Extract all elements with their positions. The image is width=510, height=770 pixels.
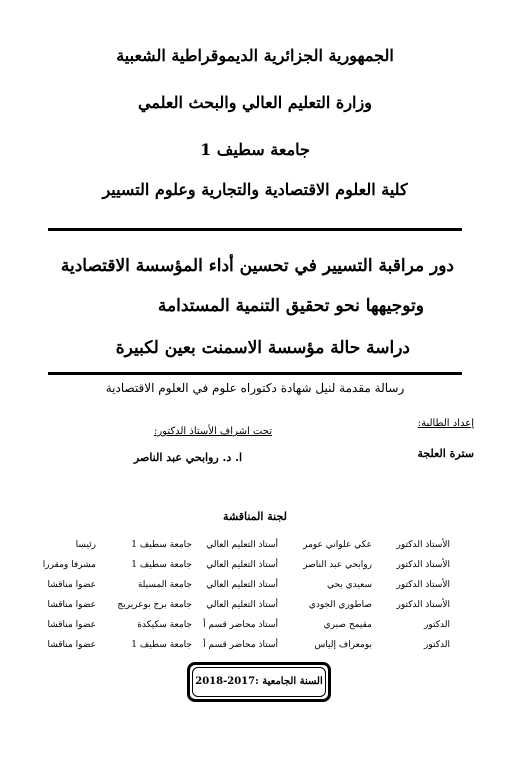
member-rank: أستاذ محاضر قسم أ <box>203 640 278 650</box>
member-rank: أستاذ التعليم العالي <box>206 560 278 570</box>
title-top-rule <box>48 228 462 231</box>
member-title: الدكتور <box>424 640 450 650</box>
member-title: الأستاذ الدكتور <box>396 600 450 610</box>
supervisor-label: تحت اشراف الأستاذ الدكتور: <box>153 426 272 437</box>
committee-row <box>0 540 510 554</box>
member-name: مقيمح صبري <box>323 620 372 630</box>
member-title: الأستاذ الدكتور <box>396 560 450 570</box>
thesis-title-line-3: دراسة حالة مؤسسة الاسمنت بعين لكبيرة <box>115 338 410 358</box>
committee-row <box>0 600 510 614</box>
committee-row <box>0 580 510 594</box>
member-name: عكي علواني عومر <box>303 540 372 550</box>
student-name: سترة العلجة <box>417 447 474 460</box>
member-role: عضوا مناقشا <box>47 620 96 630</box>
member-role: رئيسا <box>75 540 96 550</box>
member-name: بومعراف إلياس <box>314 640 372 650</box>
committee-title: لجنة المناقشة <box>223 510 287 523</box>
member-rank: أستاذ محاضر قسم أ <box>203 620 278 630</box>
thesis-title-line-2: وتوجيهها نحو تحقيق التنمية المستدامة <box>157 296 424 316</box>
member-institution: جامعة سطيف 1 <box>131 540 192 550</box>
university-name: جامعة سطيف 1 <box>200 140 310 159</box>
member-role: مشرفا ومقررا <box>42 560 96 570</box>
member-title: الدكتور <box>424 620 450 630</box>
committee-row <box>0 640 510 654</box>
committee-row <box>0 560 510 574</box>
member-role: عضوا مناقشا <box>47 640 96 650</box>
member-institution: جامعة سكيكدة <box>137 620 192 630</box>
supervisor-name: ا. د. روابحي عبد الناصر <box>133 451 242 464</box>
member-name: صاطوري الجودي <box>308 600 372 610</box>
member-rank: أستاذ التعليم العالي <box>206 600 278 610</box>
republic-name: الجمهورية الجزائرية الديموقراطية الشعبية <box>116 46 394 65</box>
member-institution: جامعة سطيف 1 <box>131 640 192 650</box>
member-title: الأستاذ الدكتور <box>396 540 450 550</box>
thesis-degree-note: رسالة مقدمة لنيل شهادة دكتوراه علوم في العلوم الاقتصادية <box>105 381 405 395</box>
member-institution: جامعة برج بوعريريج <box>117 600 192 610</box>
member-rank: أستاذ التعليم العالي <box>206 580 278 590</box>
member-name: روابحي عبد الناصر <box>303 560 372 570</box>
member-role: عضوا مناقشا <box>47 600 96 610</box>
member-rank: أستاذ التعليم العالي <box>206 540 278 550</box>
committee-row <box>0 620 510 634</box>
member-institution: جامعة سطيف 1 <box>131 560 192 570</box>
member-name: سعيدي يحي <box>326 580 372 590</box>
academic-year-box <box>187 662 331 702</box>
ministry-name: وزارة التعليم العالي والبحث العلمي <box>138 93 372 112</box>
faculty-name: كلية العلوم الاقتصادية والتجارية وعلوم التسيير <box>102 180 408 199</box>
member-title: الأستاذ الدكتور <box>396 580 450 590</box>
thesis-title-line-1: دور مراقبة التسيير في تحسين أداء المؤسسة الاقتصادية <box>60 256 454 276</box>
prepared-by-label: إعداد الطالبة: <box>417 418 474 429</box>
title-bottom-rule <box>48 372 462 375</box>
member-role: عضوا مناقشا <box>47 580 96 590</box>
member-institution: جامعة المسيلة <box>137 580 192 590</box>
academic-year: السنة الجامعية :2017-2018 <box>195 676 323 687</box>
